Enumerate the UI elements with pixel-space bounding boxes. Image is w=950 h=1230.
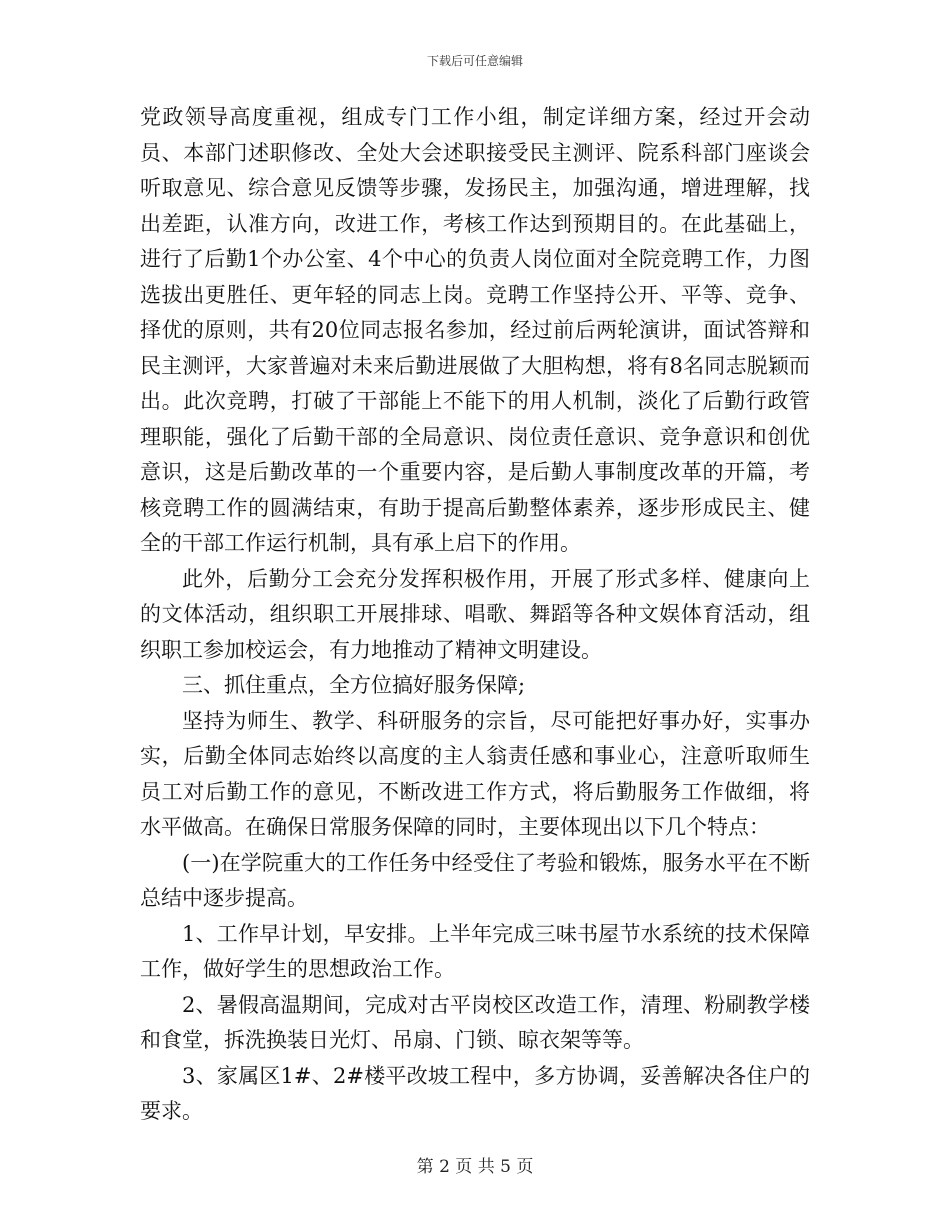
paragraph-4: 坚持为师生、教学、科研服务的宗旨，尽可能把好事办好，实事办实，后勤全体同志始终以高度的主人翁责任感和事业心，注意听取师生员工对后勤工作的意见，不断改进工作方式，将后勤服务工作做细，将水平做高。在确保日常服务保障的同时，主要体现出以下几个特点： bbox=[140, 708, 810, 839]
subsection-heading-1: (一)在学院重大的工作任务中经受住了考验和锻炼，服务水平在不断总结中逐步提高。 bbox=[140, 850, 810, 910]
paragraph-1: 党政领导高度重视，组成专门工作小组，制定详细方案，经过开会动员、本部门述职修改、全处大会述职接受民主测评、院系科部门座谈会听取意见、综合意见反馈等步骤，发扬民主，加强沟通，增进理解，找出差距，认准方向，改进工作，考核工作达到预期目的。在此基础上，进行了后勤1个办公室、4个中心的负责人岗位面对全院竞聘工作，力图选拔出更胜任、更年轻的同志上岗。竞聘工作坚持公开、平等、竞争、择优的原则，共有20位同志报名参加，经过前后两轮演讲，面试答辩和民主测评，大家普遍对未来后勤进展做了大胆构想，将有8名同志脱颖而出。此次竞聘，打破了干部能上不能下的用人机制，淡化了后勤行政管理职能，强化了后勤干部的全局意识、岗位责任意识、竞争意识和创优意识，这是后勤改革的一个重要内容，是后勤人事制度改革的开篇，考核竞聘工作的圆满结束，有助于提高后勤整体素养，逐步形成民主、健全的干部工作运行机制，具有承上启下的作用。 bbox=[140, 105, 810, 555]
page-number: 第 2 页 共 5 页 bbox=[416, 1157, 534, 1177]
section-heading-3: 三、抓住重点，全方位搞好服务保障; bbox=[182, 673, 526, 697]
list-item-1: 1、工作早计划，早安排。上半年完成三味书屋节水系统的技术保障工作，做好学生的思想政治工作。 bbox=[140, 921, 810, 981]
document-body bbox=[140, 100, 810, 1130]
list-item-3: 3、家属区1#、2#楼平改坡工程中，多方协调，妥善解决各住户的要求。 bbox=[140, 1063, 810, 1123]
page-header: 下载后可任意编辑 bbox=[426, 54, 523, 68]
paragraph-2: 此外，后勤分工会充分发挥积极作用，开展了形式多样、健康向上的文体活动，组织职工开展排球、唱歌、舞蹈等各种文娱体育活动，组织职工参加校运会，有力地推动了精神文明建设。 bbox=[140, 566, 810, 662]
list-item-2: 2、暑假高温期间，完成对古平岗校区改造工作，清理、粉刷教学楼和食堂，拆洗换装日光灯、吊扇、门锁、晾衣架等等。 bbox=[140, 992, 810, 1052]
